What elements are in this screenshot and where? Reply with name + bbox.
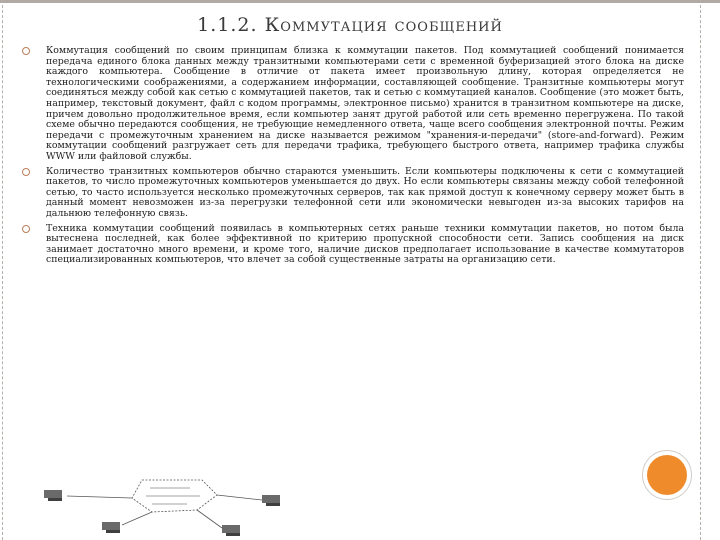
- bullet-list: [22, 46, 684, 270]
- circle-bullet-icon: [22, 168, 30, 176]
- bullet-item: [22, 46, 684, 163]
- slide-title: 1.1.2. Коммутация сообщений: [197, 14, 503, 36]
- left-dashed-border: [2, 0, 4, 540]
- decorative-orange-circle: [647, 455, 687, 495]
- bullet-text: Коммутация сообщений по своим принципам близка к коммутации пакетов. Под коммутацией сообщений понимается передача единого блока данных между транзитными компьютерами сети с временной буферизацией этого блока на диске каждого компьютера. Сообщение в отличие от пакета имеет произвольную длину, которая определяется не технологическими соображениями, а содержанием информации, составляющей сообщение. Транзитные компьютеры могут соединяться между собой как сетью с коммутацией пакетов, так и сетью с коммутацией каналов. Сообщение (это может быть, например, текстовый документ, файл с кодом программы, электронное письмо) хранится в транзитном компьютере на диске, причем довольно продолжительное время, если компьютер занят другой работой или сеть временно перегружена. По такой схеме обычно передаются сообщения, не требующие немедленного ответа, чаще всего сообщения электронной почты. Режим передачи с промежуточным хранением на диске называется режимом "хранения-и-передачи" (store-and-forward). Режим коммутации сообщений разгружает сеть для передачи трафика, требующего быстрого ответа, например трафика службы WWW или файловой службы.: [46, 45, 684, 162]
- network-diagram-image: [22, 470, 302, 540]
- bullet-item: [22, 224, 684, 266]
- bullet-text: Количество транзитных компьютеров обычно стараются уменьшить. Если компьютеры подключены к сети с коммутацией пакетов, то число промежуточных компьютеров уменьшается до двух. Но если компьютеры связаны между собой телефонной сетью, то часто используется несколько промежуточных серверов, так как прямой доступ к конечному серверу может быть в данный момент невозможен из-за перегрузки телефонной сети или экономически невыгоден из-за высоких тарифов на дальнюю телефонную связь.: [46, 165, 684, 219]
- circle-bullet-icon: [22, 225, 30, 233]
- top-border: [0, 0, 720, 3]
- bullet-item: [22, 167, 684, 220]
- right-dashed-border: [700, 0, 702, 540]
- bullet-text: Техника коммутации сообщений появилась в компьютерных сетях раньше техники коммутации пакетов, но потом была вытеснена последней, как более эффективной по критерию пропускной способности сети. Запись сообщения на диск занимает достаточно много времени, и кроме того, наличие дисков предполагает использование в качестве коммутаторов специализированных компьютеров, что влечет за собой существенные затраты на организацию сети.: [46, 222, 684, 266]
- circle-bullet-icon: [22, 47, 30, 55]
